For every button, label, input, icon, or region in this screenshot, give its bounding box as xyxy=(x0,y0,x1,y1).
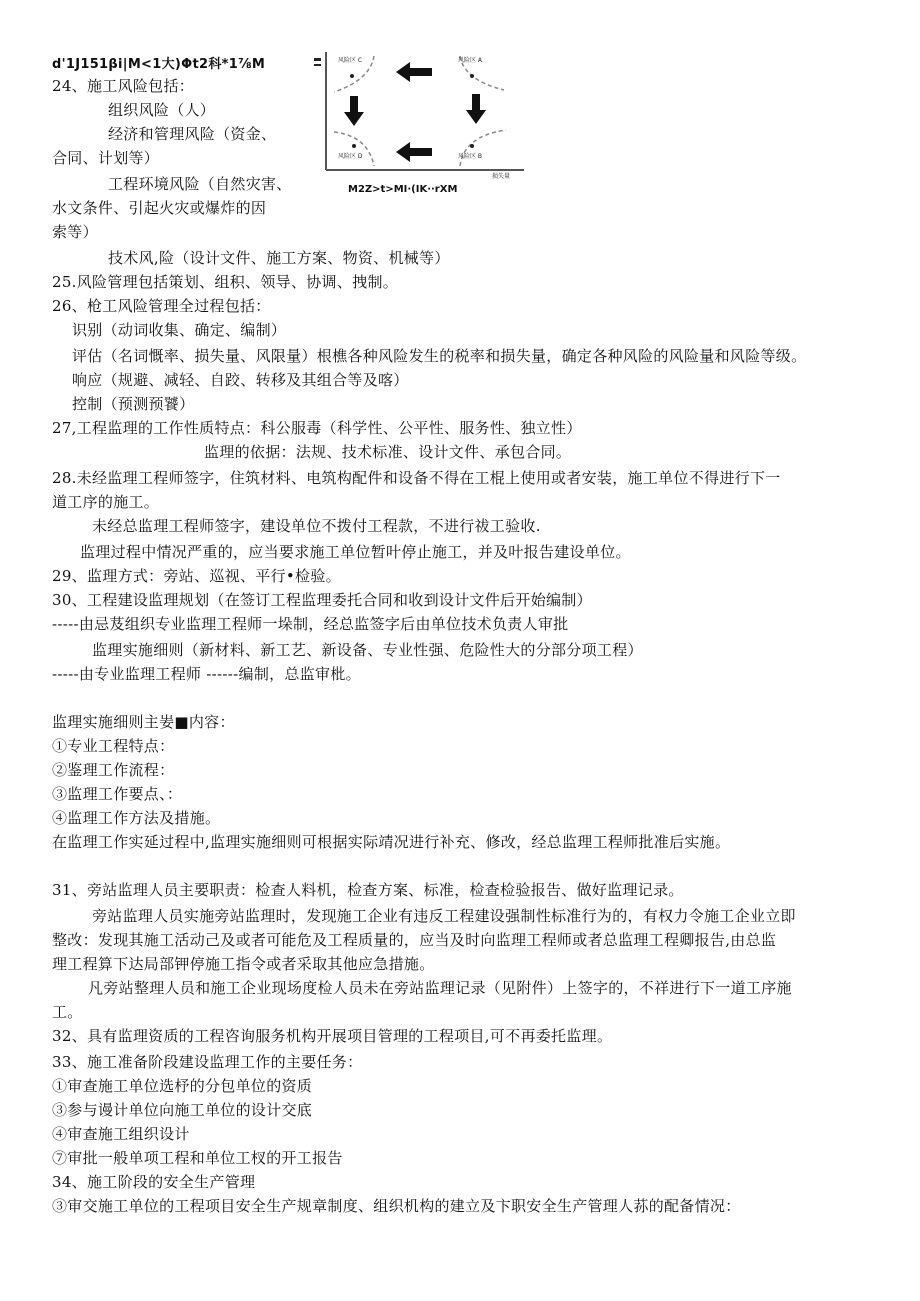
text-line: 控制（预测预饕） xyxy=(72,395,195,413)
text-line: 28.未经监理工程师签字，住筑材料、电筑构配件和设备不得在工棍上使用或者安装，施工单位不得进行下一 xyxy=(52,469,781,487)
figure-caption: M2Z>t>MI·(IK··rXM xyxy=(348,184,458,195)
zone-a-dot xyxy=(470,74,474,78)
text-line: ④审查施工组织设计 xyxy=(52,1125,190,1143)
text-line: 34、施工阶段的安全生产管理 xyxy=(52,1173,256,1191)
page-header: d'1J151βi|M<1大)Φt2科*1⅞M xyxy=(52,57,266,72)
text-line: 24、施工风险包括： xyxy=(52,77,195,95)
text-line: 道工序的施工。 xyxy=(52,493,160,511)
zone-b-dot xyxy=(470,144,474,148)
arrow-down-right xyxy=(466,94,486,124)
y-axis-tick-mark xyxy=(314,64,321,66)
arrow-down-left xyxy=(344,96,364,126)
text-line: -----由专业监理工程师 ------编制，总监审枇。 xyxy=(52,665,361,683)
zone-d-label: 风险区 D xyxy=(338,153,363,160)
text-line: ⑦审批一般单项工程和单位工杈的开工报告 xyxy=(52,1149,343,1167)
risk-zone-figure xyxy=(312,50,526,200)
text-line: 索等） xyxy=(52,223,98,241)
text-line: 31、旁站监理人员主要职责：检查人料机，检查方案、标准，检查检验报告、做好监理记录。 xyxy=(52,881,684,899)
text-line: -----由忌芨组织专业监理工程师一垛制，经总监签字后由单位技术负责人审批 xyxy=(52,615,569,633)
text-line: 合同、计划等） xyxy=(52,149,160,167)
text-line: 未经总监理工程师签字，建设单位不拨付工程款，不进行祓工验收. xyxy=(92,517,541,535)
arrow-left-top xyxy=(396,62,432,82)
text-line: 凡旁站整理人员和施工企业现场度检人员未在旁站监理记录（见附件）上签字的，不祥进行下一道工序施 xyxy=(88,979,792,997)
zone-c-dot xyxy=(350,74,354,78)
text-line: 在监理工作实延过程中,监理实施细则可根据实际靖况进行补充、修改，经总监理工程师批准后实施。 xyxy=(52,833,731,851)
text-line: 工程环境风险（自然灾害、 xyxy=(108,175,292,193)
text-line: ③监理工作要点、： xyxy=(52,785,183,803)
text-line: 组织风险（人） xyxy=(108,101,216,119)
risk-zone-diagram xyxy=(312,50,526,180)
zone-d-dot xyxy=(352,144,356,148)
text-line: 26、枪工风险管理全过程包括： xyxy=(52,297,271,315)
zone-b-boundary xyxy=(460,130,506,166)
text-line: ①专业工程特点： xyxy=(52,737,175,755)
x-axis-label: 损失量 xyxy=(492,173,511,180)
zone-b-label: 风险区 B xyxy=(458,153,483,160)
text-line: 识别（动词收集、确定、编制） xyxy=(72,321,287,339)
text-line: 理工程算下达局部钾停施工指令或者采取其他应急措施。 xyxy=(52,955,435,973)
text-line: 工。 xyxy=(52,1003,83,1021)
text-line: 响应（规避、减轻、自跤、转移及其组合等及喀） xyxy=(72,371,409,389)
text-line: 整改：发现其施工活动己及或者可能危及工程质量的，应当及时向监理工程师或者总监理工程卿报告,由总监 xyxy=(52,931,777,949)
text-line: ③参与谩计单位向施工单位的设计交底 xyxy=(52,1101,313,1119)
text-line: 27,工程监理的工作性质特点：科公服毒（科学性、公平性、服务性、独立性） xyxy=(52,419,582,437)
text-line: 经济和管理风险（资金、 xyxy=(108,125,277,143)
text-line: ④监理工作方法及措施。 xyxy=(52,809,221,827)
text-line: 33、施工准备阶段建设监理工作的主要任务： xyxy=(52,1053,363,1071)
y-axis-tick-mark xyxy=(314,58,321,61)
zone-a-label: 风险区 A xyxy=(458,57,483,64)
text-line: 旁站监理人员实施旁站监理时，发现施工企业有违反工程建设强制性标准行为的，有权力令施工企业立即 xyxy=(92,907,796,925)
zone-d-boundary xyxy=(334,132,374,166)
text-line: 25.风险管理包括策划、组积、领导、协调、拽制。 xyxy=(52,273,399,291)
text-line: 29、监理方式：旁站、巡视、平行•检验。 xyxy=(52,567,341,585)
text-line: ①审查施工单位选杼的分包单位的资质 xyxy=(52,1077,313,1095)
text-line: 技术风,险（设计文件、施工方案、物资、机械等） xyxy=(108,249,450,267)
text-line: 30、工程建设监理规划（在签订工程监理委托合同和收到设计文件后开始编制） xyxy=(52,591,592,609)
text-line: 监理过程中情况严重的，应当要求施工单位暂叶停止施工，并及叶报告建设单位。 xyxy=(80,543,631,561)
text-line: ②鉴理工作流程： xyxy=(52,761,175,779)
text-line: ③审交施工单位的工程项目安全生产规章制度、组织机构的建立及卞职安全生产管理人荪的配备情况： xyxy=(52,1197,741,1215)
text-line: 监理实施细则（新材料、新工艺、新设备、专业性强、危险性大的分部分项工程） xyxy=(92,641,643,659)
text-line: 32、具有监理资质的工程咨询服务机构开展项目管理的工程项目,可不再委托监理。 xyxy=(52,1027,613,1045)
arrow-left-bottom xyxy=(396,142,432,162)
zone-c-label: 风险区 C xyxy=(338,57,363,64)
text-line: 监理实施细则主妛■内容： xyxy=(52,713,235,731)
text-line: 监理的依据：法规、技术标准、设计文件、承包合同。 xyxy=(204,443,572,461)
text-line: 水文条件、引起火灾或爆炸的因 xyxy=(52,199,267,217)
text-line: 评估（名词慨率、损失量、风限量）根樵各种风险发生的税率和损失量，确定各种风险的风险量和风险等级。 xyxy=(72,347,807,365)
